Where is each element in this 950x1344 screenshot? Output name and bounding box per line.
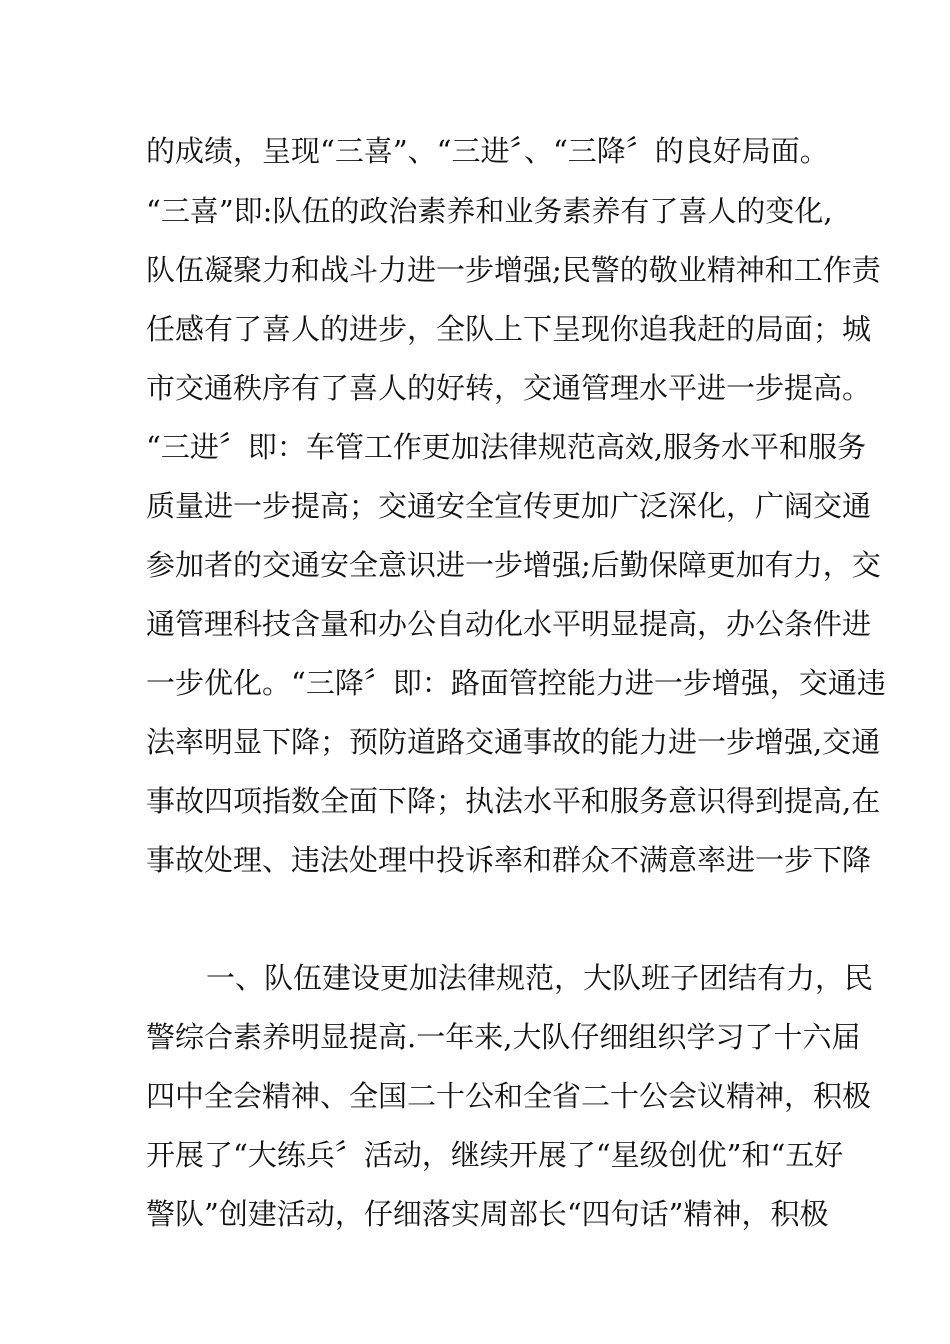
text-line: 事故四项指数全面下降；执法水平和服务意识得到提高,在 bbox=[146, 784, 881, 818]
text-line: 一步优化。“三降〞即：路面管控能力进一步增强，交通违 bbox=[146, 666, 886, 700]
text-line: 的成绩，呈现“三喜”、“三进〞、“三降〞的良好局面。 bbox=[146, 134, 829, 168]
text-line: 四中全会精神、全国二十公和全省二十公会议精神，积极 bbox=[146, 1079, 872, 1113]
text-line: 质量进一步提高；交通安全宣传更加广泛深化，广阔交通 bbox=[146, 489, 872, 523]
text-line: 事故处理、违法处理中投诉率和群众不满意率进一步下降 bbox=[146, 843, 872, 877]
text-line-indented: 一、队伍建设更加法律规范，大队班子团结有力，民 bbox=[206, 961, 874, 995]
text-line: 警综合素养明显提高.一年来,大队仔细组织学习了十六届 bbox=[146, 1020, 861, 1054]
text-line: 市交通秩序有了喜人的好转，交通管理水平进一步提高。 bbox=[146, 371, 872, 405]
text-line: “三喜”即:队伍的政治素养和业务素养有了喜人的变化, bbox=[146, 194, 833, 228]
text-line: “三进〞即：车管工作更加法律规范高效,服务水平和服务 bbox=[146, 430, 867, 464]
text-line: 参加者的交通安全意识进一步增强;后勤保障更加有力，交 bbox=[146, 548, 881, 582]
text-line: 通管理科技含量和办公自动化水平明显提高，办公条件进 bbox=[146, 607, 872, 641]
text-line: 任感有了喜人的进步，全队上下呈现你追我赶的局面；城 bbox=[146, 312, 872, 346]
text-line: 开展了“大练兵〞活动，继续开展了“星级创优”和“五好 bbox=[146, 1138, 844, 1172]
text-line: 警队”创建活动，仔细落实周部长“四句话”精神，积极 bbox=[146, 1197, 829, 1231]
text-line: 法率明显下降；预防道路交通事故的能力进一步增强,交通 bbox=[146, 725, 881, 759]
text-line: 队伍凝聚力和战斗力进一步增强;民警的敬业精神和工作责 bbox=[146, 253, 881, 287]
